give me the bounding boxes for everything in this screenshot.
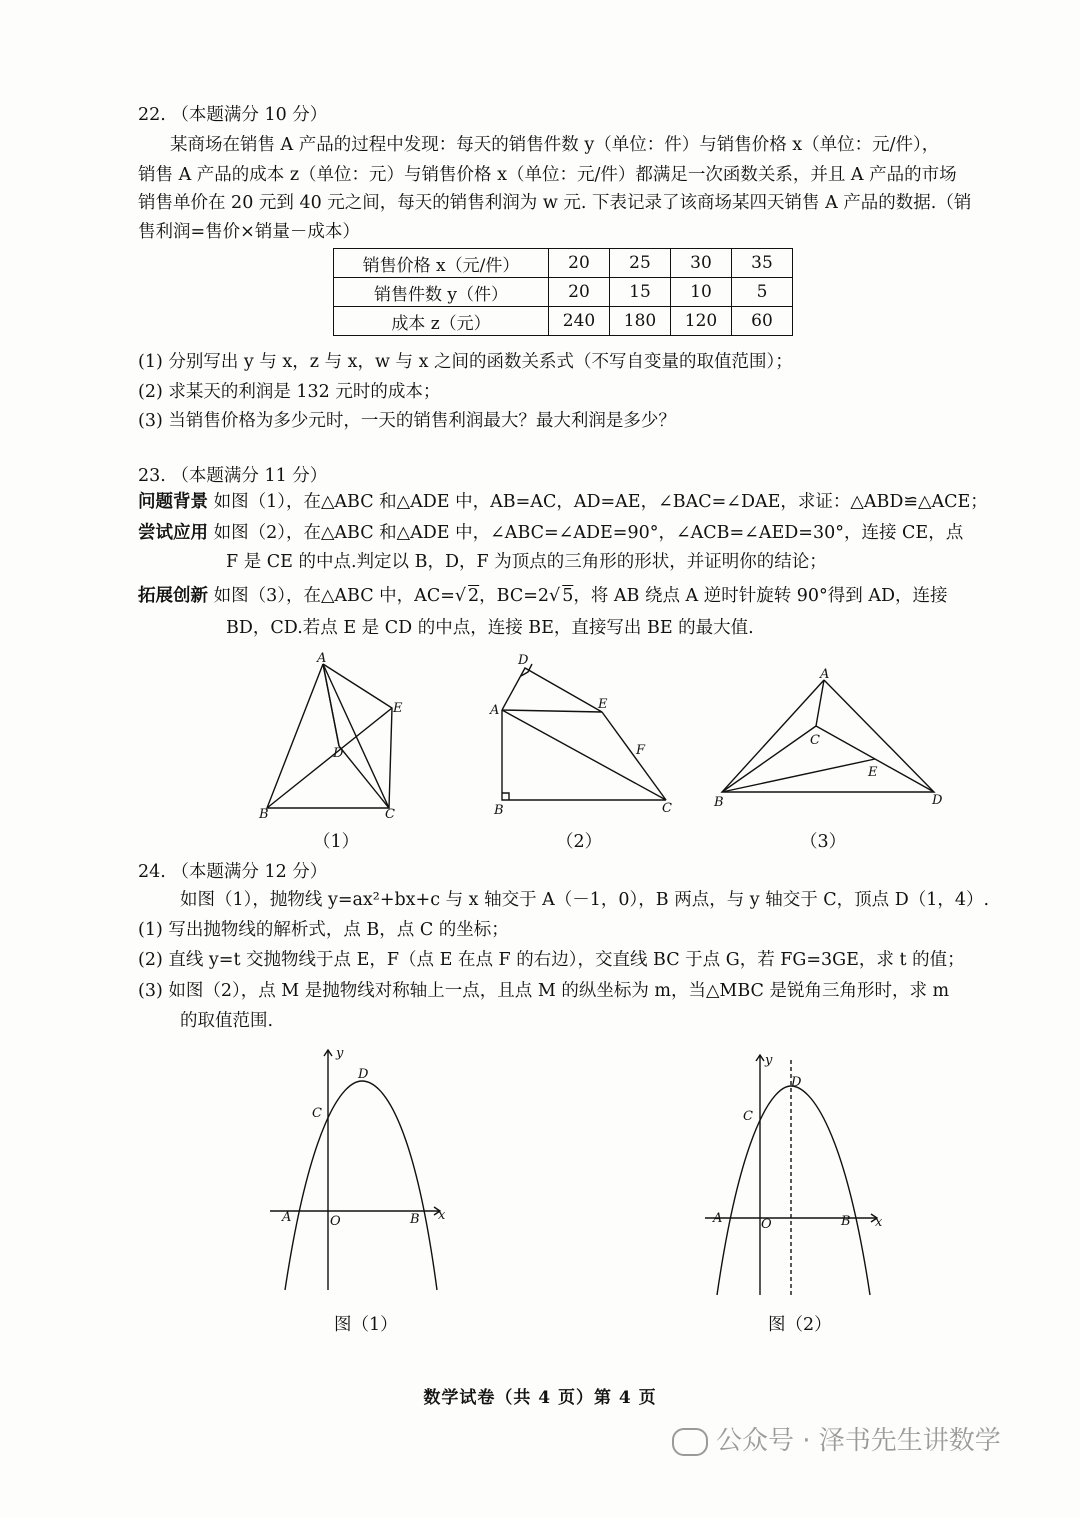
- point-label-o: O: [330, 1214, 341, 1229]
- point-label-d: D: [518, 653, 529, 668]
- q22-text-line: 售利润=售价×销量－成本）: [138, 222, 360, 242]
- table-cell: 180: [610, 307, 671, 336]
- point-label-o: O: [761, 1217, 772, 1232]
- sqrt-radicand: 2: [468, 586, 480, 606]
- q22-heading: 22. （本题满分 10 分）: [138, 105, 328, 125]
- table-cell: 60: [732, 307, 793, 336]
- point-label-a: A: [713, 1211, 723, 1226]
- q24-part: 的取值范围.: [180, 1011, 274, 1031]
- q22-part: (2) 求某天的利润是 132 元时的成本；: [138, 382, 441, 402]
- sqrt-radicand: 5: [562, 586, 574, 606]
- point-label-b: B: [259, 807, 269, 822]
- q23-ext-text: ，BC=2: [479, 586, 550, 606]
- q23-extend: [138, 584, 948, 608]
- q23-ext-text: 如图（3），在△ABC 中，AC=: [208, 586, 455, 606]
- tag-extend: 拓展创新: [138, 586, 208, 606]
- segment-dc: [339, 746, 389, 808]
- table-cell: 20: [549, 278, 610, 307]
- point-label-c: C: [385, 807, 395, 822]
- q22-text-line: 某商场在销售 A 产品的过程中发现：每天的销售件数 y（单位：件）与销售价格 x（单位：元/件），: [170, 135, 940, 155]
- point-label-a: A: [820, 667, 830, 682]
- q22-part: (1) 分别写出 y 与 x，z 与 x，w 与 x 之间的函数关系式（不写自变量的取值范围）；: [138, 352, 793, 372]
- point-label-e: E: [393, 701, 403, 716]
- table-cell: 35: [732, 249, 793, 278]
- point-label-b: B: [841, 1214, 851, 1229]
- point-label-b: B: [494, 803, 504, 818]
- q23-ext-text: ，将 AB 绕点 A 逆时针旋转 90°得到 AD，连接: [573, 586, 948, 606]
- figure-caption: 图（2）: [768, 1315, 832, 1335]
- point-label-d: D: [932, 793, 943, 808]
- figure-23-2: [490, 650, 680, 820]
- table-cell: 240: [549, 307, 610, 336]
- page-footer: 数学试卷（共 4 页）第 4 页: [423, 1388, 657, 1408]
- point-label-c: C: [662, 801, 672, 816]
- q22-text-line: 销售 A 产品的成本 z（单位：元）与销售价格 x（单位：元/件）都满足一次函数关系，并且 A 产品的市场: [138, 165, 957, 185]
- sqrt-sign: √: [454, 586, 467, 606]
- q24-part: (3) 如图（2），点 M 是抛物线对称轴上一点，且点 M 的纵坐标为 m，当△MBC 是锐角三角形时，求 m: [138, 981, 950, 1001]
- triangle-abd: [722, 680, 934, 792]
- q24-part: (1) 写出抛物线的解析式，点 B，点 C 的坐标；: [138, 920, 509, 940]
- figure-caption: （1）: [313, 832, 360, 852]
- point-label-e: E: [598, 697, 608, 712]
- figure-caption: 图（1）: [334, 1315, 398, 1335]
- table-cell: 25: [610, 249, 671, 278]
- point-label-d: D: [333, 746, 344, 761]
- right-angle-b: [502, 793, 509, 800]
- row-header: 成本 z（元）: [334, 307, 549, 336]
- table-cell: 15: [610, 278, 671, 307]
- parabola: [717, 1086, 870, 1295]
- figure-caption: （2）: [556, 832, 603, 852]
- triangle-ade: [502, 668, 602, 712]
- q23-heading: 23. （本题满分 11 分）: [138, 466, 328, 486]
- tag-try: 尝试应用: [138, 523, 208, 543]
- point-label-b: B: [714, 795, 724, 810]
- point-label-a: A: [490, 703, 500, 718]
- q22-part: (3) 当销售价格为多少元时，一天的销售利润最大？最大利润是多少？: [138, 411, 676, 431]
- point-label-c: C: [810, 733, 820, 748]
- table-cell: 10: [671, 278, 732, 307]
- table-cell: 5: [732, 278, 793, 307]
- q23-background: [138, 490, 988, 514]
- figure-23-1: [255, 650, 415, 820]
- wechat-icon: [672, 1428, 708, 1456]
- q24-intro: 如图（1），抛物线 y=ax²+bx+c 与 x 轴交于 A（－1，0），B 两点，与 y 轴交于 C，顶点 D（1，4）.: [180, 890, 990, 910]
- figure-23-3: [710, 668, 950, 818]
- watermark: [672, 1420, 1001, 1457]
- segment-ce: [602, 712, 666, 800]
- table-cell: 120: [671, 307, 732, 336]
- point-label-a: A: [282, 1210, 292, 1225]
- figure-24-1: [270, 1045, 470, 1295]
- q23-try: [138, 521, 963, 545]
- table-row: [334, 278, 793, 307]
- sqrt-sign: √: [549, 586, 561, 606]
- table-row: [334, 249, 793, 278]
- q24-part: (2) 直线 y=t 交抛物线于点 E，F（点 E 在点 F 的右边），交直线 BC 于点 G，若 FG=3GE，求 t 的值；: [138, 950, 965, 970]
- row-header: 销售价格 x（元/件）: [334, 249, 549, 278]
- figure-caption: （3）: [800, 832, 847, 852]
- axis-label-y: y: [336, 1046, 344, 1061]
- q23-try-text: 如图（2），在△ABC 和△ADE 中，∠ABC=∠ADE=90°，∠ACB=∠AED=30°，连接 CE，点: [208, 523, 964, 543]
- point-label-d: D: [791, 1075, 802, 1090]
- table-row: [334, 307, 793, 336]
- q23-try-text2: F 是 CE 的中点.判定以 B，D，F 为顶点的三角形的形状，并证明你的结论；: [226, 552, 827, 572]
- parabola: [285, 1081, 437, 1290]
- sales-data-table: [333, 248, 793, 336]
- point-label-e: E: [868, 765, 878, 780]
- q23-ext-text2: BD，CD.若点 E 是 CD 的中点，连接 BE，直接写出 BE 的最大值.: [226, 618, 754, 638]
- axis-label-y: y: [765, 1053, 773, 1068]
- point-label-c: C: [312, 1106, 322, 1121]
- row-header: 销售件数 y（件）: [334, 278, 549, 307]
- point-label-c: C: [743, 1109, 753, 1124]
- point-label-f: F: [636, 743, 646, 758]
- tag-background: 问题背景: [138, 492, 208, 512]
- q22-text-line: 销售单价在 20 元到 40 元之间，每天的销售利润为 w 元. 下表记录了该商场某四天销售 A 产品的数据.（销: [138, 193, 972, 213]
- point-label-a: A: [317, 651, 327, 666]
- axis-label-x: x: [875, 1215, 883, 1230]
- point-label-d: D: [358, 1067, 369, 1082]
- q23-bg-text: 如图（1），在△ABC 和△ADE 中，AB=AC，AD=AE，∠BAC=∠DAE，求证：△ABD≌△ACE；: [208, 492, 988, 512]
- axis-label-x: x: [438, 1208, 446, 1223]
- table-cell: 20: [549, 249, 610, 278]
- watermark-text: 公众号 · 泽书先生讲数学: [716, 1426, 1001, 1456]
- q24-heading: 24. （本题满分 12 分）: [138, 862, 328, 882]
- figure-24-2: [705, 1050, 905, 1300]
- table-cell: 30: [671, 249, 732, 278]
- point-label-b: B: [410, 1212, 420, 1227]
